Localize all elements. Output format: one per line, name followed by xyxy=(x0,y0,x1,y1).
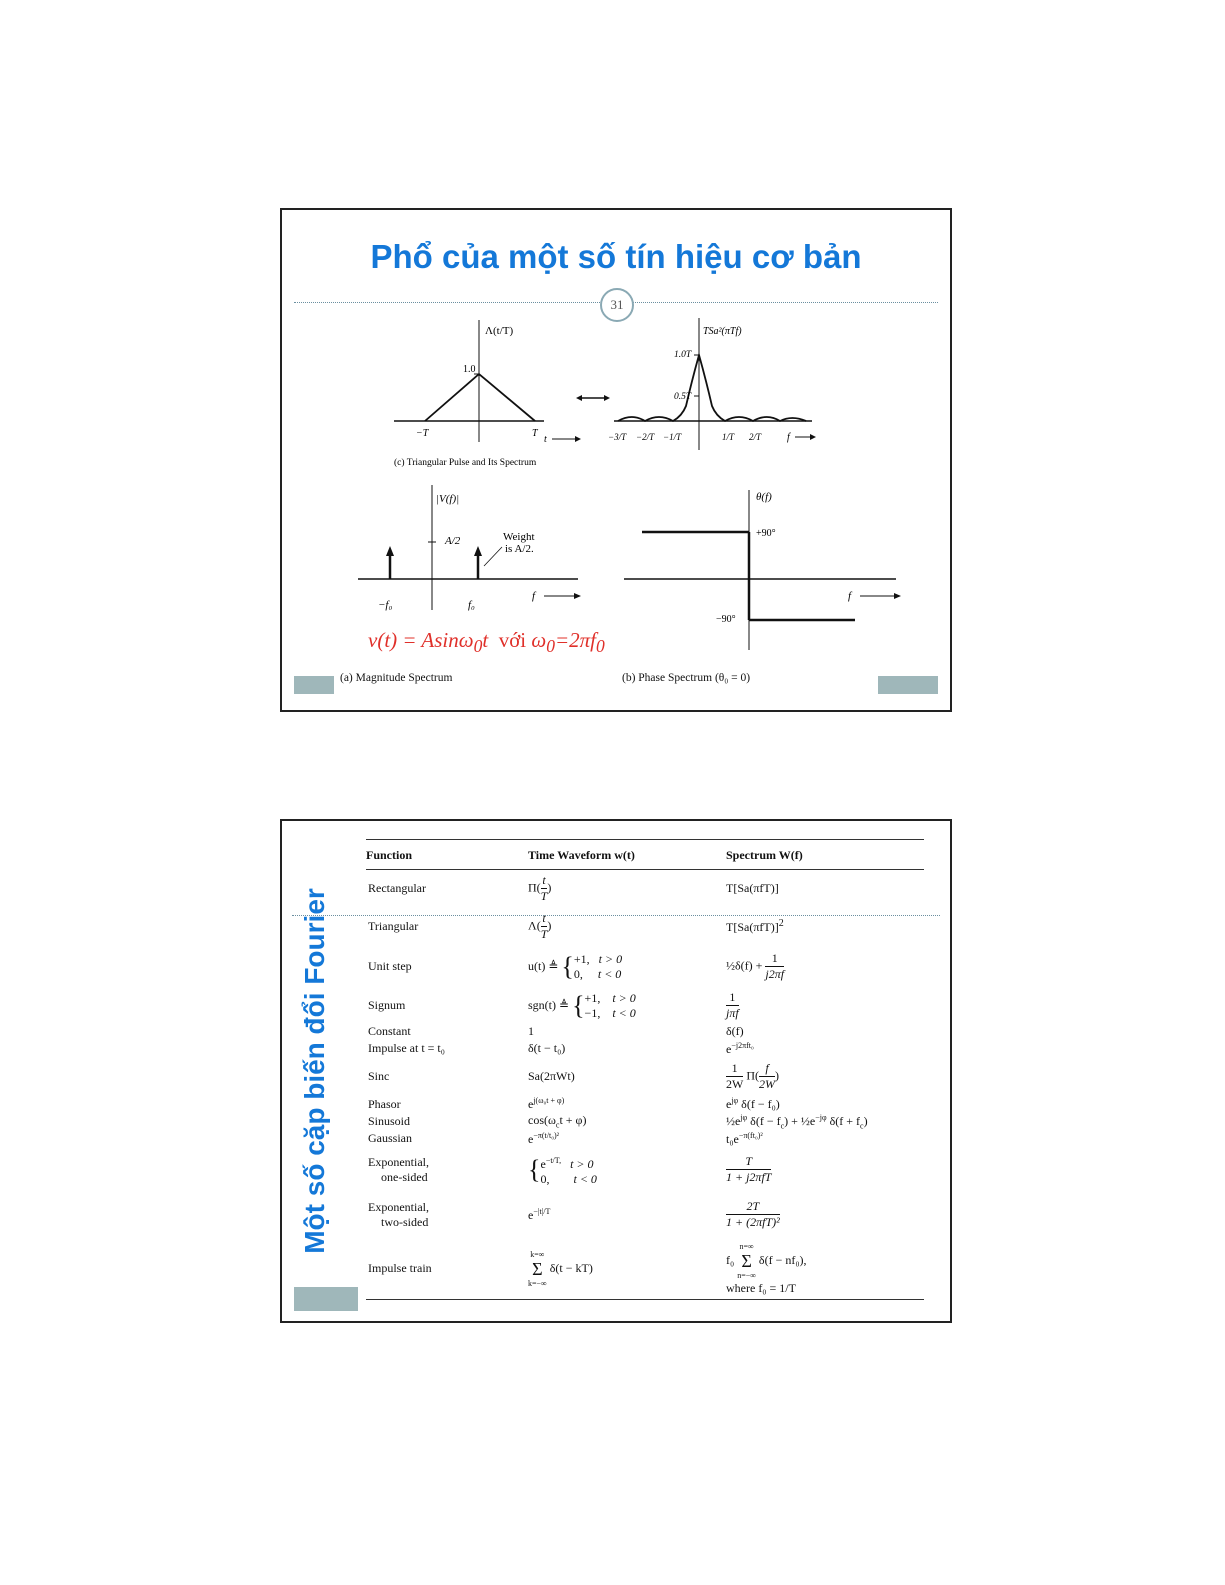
transform-arrow xyxy=(576,395,610,401)
spectrum-cell: $\frac{1}{2W}$ Π( $\frac{f}{2W}$ ) xyxy=(726,1061,779,1091)
tick-pos-T: T xyxy=(532,428,538,439)
caption-c: (c) Triangular Pulse and Its Spectrum xyxy=(394,458,537,468)
weight-label-1: Weight xyxy=(503,531,535,543)
spectrum-cell: $t_0e^{-\pi(ft_0)^2}$ xyxy=(726,1130,763,1146)
row-label: Exponential, two-sided xyxy=(368,1199,429,1229)
plus-90-label: +90° xyxy=(756,528,776,539)
vertical-title: Một số cặp biến đổi Fourier xyxy=(299,888,330,1254)
table-row xyxy=(366,946,924,988)
row-label: Unit step xyxy=(368,959,412,973)
phase-spectrum-plot xyxy=(624,490,901,650)
mag-ylabel: |V(f)| xyxy=(436,493,460,505)
spectrum-cell: δ(f) xyxy=(726,1024,744,1038)
sinc-squared-spectrum-plot xyxy=(608,318,816,450)
peak-label: 1.0 xyxy=(463,364,476,375)
tick-pos1: 1/T xyxy=(722,432,735,442)
spectrum-cell: f₀ n=∞ Σ n=−∞ δ(f − nf₀), where f₀ = 1/T xyxy=(726,1238,924,1300)
row-label: Signum xyxy=(368,998,406,1012)
tick-neg-f0: −f₀ xyxy=(378,599,393,611)
row-label: Rectangular xyxy=(368,881,426,896)
time-cell: 1 xyxy=(528,1024,534,1038)
table-row xyxy=(366,1238,924,1300)
minus-90-label: −90° xyxy=(716,614,736,625)
table-row xyxy=(366,870,924,908)
time-cell: u(t) ≜ { +1, t > 0 0, t < 0 xyxy=(528,951,623,981)
row-label: Phasor xyxy=(368,1096,401,1111)
tick-neg-T: −T xyxy=(416,428,429,439)
spectrum-cell: 1 jπf xyxy=(726,990,739,1020)
time-cell: $\cos(\omega_ct + \varphi)$ xyxy=(528,1113,587,1130)
footer-bar-left xyxy=(294,676,334,694)
mag-xlabel: f xyxy=(532,590,536,602)
spectrum-cell: 2T 1 + (2πfT)² xyxy=(726,1199,780,1230)
table-row xyxy=(366,1096,924,1113)
table-row xyxy=(366,1130,924,1148)
slide-spectrum-basic-signals xyxy=(280,208,952,712)
row-label: Triangular xyxy=(368,919,419,933)
table-row xyxy=(366,988,924,1024)
tri-xlabel: t xyxy=(544,434,547,445)
table-row xyxy=(366,1113,924,1130)
header-time: Time Waveform w(t) xyxy=(528,840,726,870)
table-row xyxy=(366,908,924,946)
table-row xyxy=(366,1148,924,1192)
triangular-pulse-plot xyxy=(394,320,581,468)
table-row xyxy=(366,1058,924,1096)
row-label: Constant xyxy=(368,1024,411,1038)
spectrum-cell: $\frac{1}{2}e^{j\varphi}$ $\delta(f - f_c)$ + $\frac{1}{2}e^{-j\varphi}$ $\delta(f + f_c)$ xyxy=(726,1112,868,1130)
magnitude-spectrum-plot xyxy=(358,485,581,611)
time-cell: Π( $\frac{t}{T}$ ) xyxy=(528,873,552,904)
time-cell: { $e^{-t/T,}$ t > 0 0, t < 0 xyxy=(528,1154,597,1186)
time-cell: $e^{-\pi(t/t_0)^2}$ xyxy=(528,1130,560,1146)
spectrum-cell: ½δ(f) + $\frac{1}{j2\pi f}$ xyxy=(726,951,785,981)
row-label: Impulse at t = t₀ xyxy=(368,1041,445,1055)
spectrum-cell: $e^{-j2\pi ft_0}$ xyxy=(726,1040,754,1056)
level-A-over-2: A/2 xyxy=(445,535,461,547)
spectrum-cell: T 1 + j2πfT xyxy=(726,1154,772,1185)
table-row xyxy=(366,1192,924,1238)
time-cell: δ(t − t₀) xyxy=(528,1041,566,1055)
sine-formula: v(t) = Asinω$_0$t với $\omega_0=2\pi f_0$ xyxy=(368,628,605,657)
row-label: Sinusoid xyxy=(368,1113,411,1128)
time-cell: Sa(2πWt) xyxy=(528,1069,575,1083)
spectrum-ylabel: TSa²(πTf) xyxy=(703,326,742,337)
time-cell: sgn(t) ≜ { +1, t > 0 −1, t < 0 xyxy=(528,990,636,1020)
tick-neg3: −3/T xyxy=(608,432,627,442)
row-label: Gaussian xyxy=(368,1131,412,1146)
header-function: Function xyxy=(366,840,528,870)
phase-xlabel: f xyxy=(848,590,852,602)
phase-ylabel: θ(f) xyxy=(756,491,772,503)
caption-b: (b) Phase Spectrum (θ₀ = 0) xyxy=(622,672,751,684)
header-spectrum: Spectrum W(f) xyxy=(726,840,924,870)
slide-fourier-pairs xyxy=(280,819,952,1323)
page-number: 31 xyxy=(600,288,634,322)
tick-neg1: −1/T xyxy=(663,432,682,442)
tick-pos2: 2/T xyxy=(749,432,762,442)
table-row xyxy=(366,1024,924,1040)
spectrum-cell: T[Sa(πfT)] xyxy=(726,881,779,896)
level-05T: 0.5T xyxy=(674,392,692,402)
tick-neg2: −2/T xyxy=(636,432,655,442)
fourier-pairs-table xyxy=(366,839,924,1300)
time-cell: Λ( $\frac{t}{T}$ ) xyxy=(528,911,552,941)
time-cell: $e^{-|t|/T}$ xyxy=(528,1206,551,1222)
table-header-row xyxy=(366,840,924,870)
row-label: Impulse train xyxy=(366,1238,528,1300)
row-label: Exponential, one-sided xyxy=(368,1154,429,1184)
time-cell: $e^{j(\omega_0t + \varphi)}$ xyxy=(528,1096,565,1111)
spectrum-xlabel: f xyxy=(787,432,790,443)
row-label: Sinc xyxy=(368,1069,390,1083)
tick-pos-f0: f₀ xyxy=(468,599,475,611)
footer-bar-right xyxy=(878,676,938,694)
slide-title: Phổ của một số tín hiệu cơ bản xyxy=(370,238,862,275)
spectrum-cell: $e^{j\varphi}$ δ(f − f₀) xyxy=(726,1096,780,1111)
time-cell: k=∞ Σ k=−∞ δ(t − kT) xyxy=(528,1238,726,1300)
weight-label-2: is A/2. xyxy=(505,543,534,555)
caption-a: (a) Magnitude Spectrum xyxy=(340,672,453,684)
level-1T: 1.0T xyxy=(674,350,692,360)
tri-ylabel: Λ(t/T) xyxy=(485,325,514,337)
table-row xyxy=(366,1040,924,1058)
spectrum-cell: $T[Sa(\pi fT)]^2$ xyxy=(726,918,784,934)
footer-bar-left xyxy=(294,1287,358,1311)
